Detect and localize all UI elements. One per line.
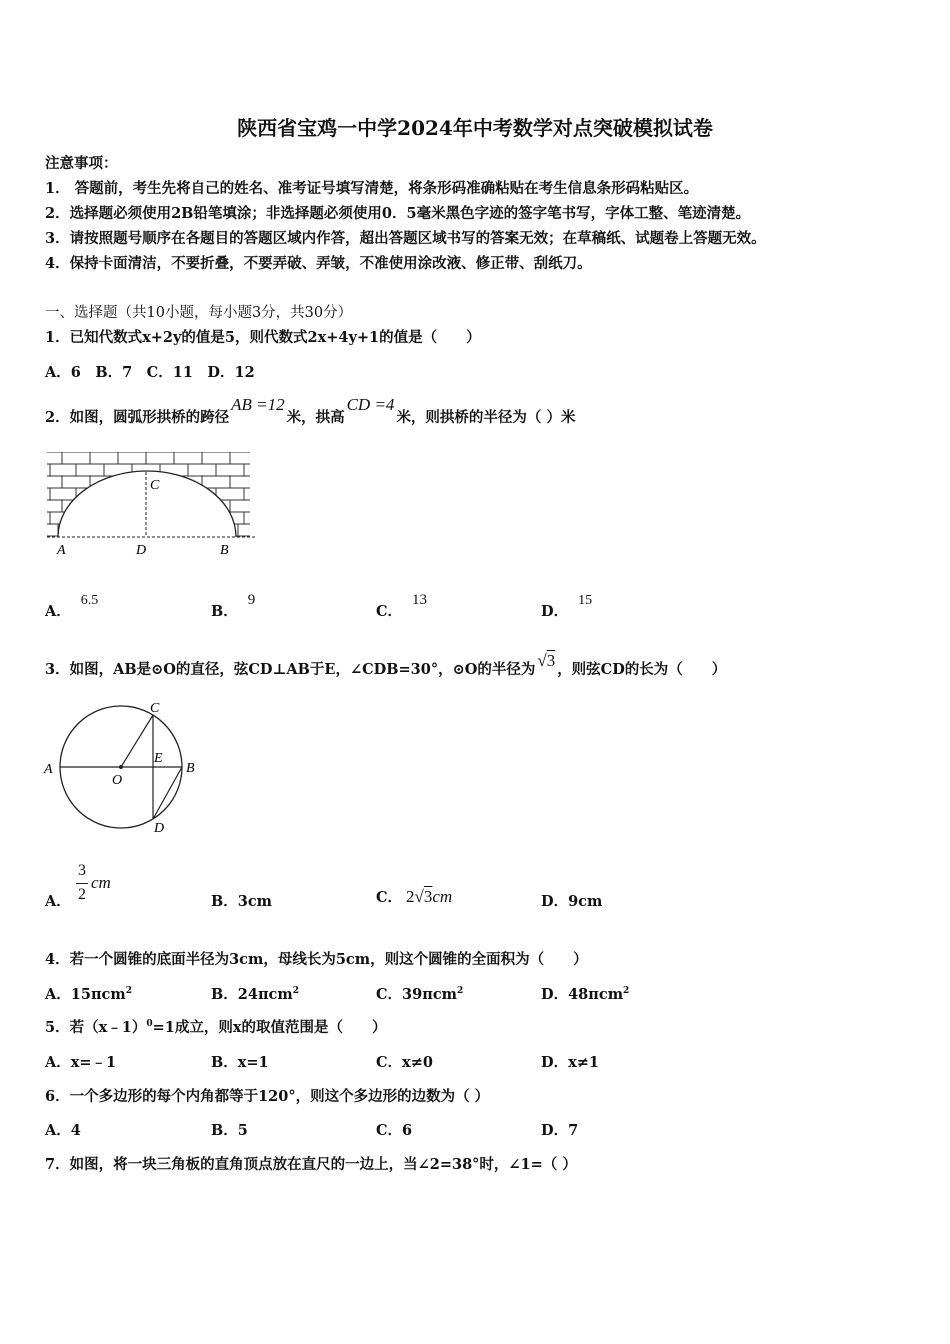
option-value: 3cm — [237, 893, 273, 910]
q6-option-c — [376, 1119, 412, 1140]
section-heading: 一、选择题（共10小题，每小题3分，共30分） — [45, 305, 353, 321]
brick-wall — [44, 452, 260, 536]
q3-stem — [45, 651, 727, 679]
option-letter: B． — [211, 893, 238, 910]
label-c: C — [150, 478, 160, 493]
q2-option-c — [376, 588, 428, 620]
option-letter: A． — [45, 1054, 71, 1071]
q6-option-a — [45, 1119, 81, 1140]
option-value: 24πcm — [237, 986, 293, 1003]
q7-stem: 7．如图，将一块三角板的直角顶点放在直尺的一边上，当∠2=38°时，∠1=（ ） — [45, 1156, 577, 1173]
circle-figure — [40, 695, 210, 840]
option-letter: C． — [376, 603, 403, 620]
option-value: 15πcm — [70, 986, 126, 1003]
option-letter: C． — [376, 889, 403, 906]
label-a: A — [57, 543, 66, 558]
option-value: 39πcm — [402, 986, 458, 1003]
q3-stem-text: ，则弦CD的长为（ ） — [557, 661, 727, 678]
q3-option-b — [211, 890, 272, 911]
notice-item: 3．请按照题号顺序在各题目的答题区域内作答，超出答题区域书写的答案无效；在草稿纸、试题卷上答题无效。 — [45, 230, 766, 247]
option-letter: C． — [376, 1122, 403, 1139]
option-letter: B． — [211, 1054, 238, 1071]
q3-stem-text: 3．如图，AB是⊙O的直径，弦CD⊥AB于E，∠CDB=30°，⊙O的半径为 — [45, 661, 536, 678]
sqrt-3: √3 — [414, 887, 433, 906]
option-value: 15 — [578, 593, 593, 608]
option-value: 48πcm — [568, 986, 624, 1003]
q5-stem — [45, 1016, 386, 1037]
q2-stem — [45, 395, 576, 427]
q4-option-a — [45, 983, 132, 1004]
option-letter: A． — [45, 603, 71, 620]
center-dot — [119, 765, 123, 769]
radicand: 3 — [546, 651, 556, 670]
q4-stem: 4．若一个圆锥的底面半径为3cm，母线长为5cm，则这个圆锥的全面积为（ ） — [45, 951, 588, 968]
superscript: 2 — [125, 986, 132, 997]
q2-option-d — [541, 588, 593, 620]
option-value: 4 — [70, 1122, 81, 1139]
option-letter: D． — [541, 1122, 569, 1139]
q2-math-ab: AB =12 — [231, 395, 285, 414]
option-value: 9 — [247, 592, 256, 608]
q3-option-d — [541, 890, 602, 911]
q2-option-b — [211, 588, 256, 620]
option-letter: C． — [376, 986, 403, 1003]
option-value: x=1 — [237, 1054, 269, 1071]
notice-heading: 注意事项： — [45, 155, 118, 172]
option-letter: B． — [211, 603, 238, 620]
unit: cm — [432, 887, 453, 906]
option-value: 13 — [412, 592, 428, 608]
superscript: 0 — [146, 1019, 153, 1030]
label-d: D — [136, 543, 147, 558]
option-value: x=﹣1 — [70, 1054, 117, 1071]
option-letter: D． — [541, 1054, 569, 1071]
option-value: x≠0 — [402, 1054, 433, 1071]
option-letter: D． — [541, 893, 569, 910]
q2-option-a — [45, 588, 99, 620]
option-letter: D． — [541, 986, 569, 1003]
label-b: B — [220, 543, 229, 558]
q5-option-b — [211, 1051, 269, 1072]
q3-option-c — [376, 886, 452, 907]
q6-stem: 6．一个多边形的每个内角都等于120°，则这个多边形的边数为（ ） — [45, 1088, 490, 1105]
sqrt-3: √3 — [537, 651, 556, 670]
radius-oc — [121, 715, 153, 767]
q5-stem-text: =1成立，则x的取值范围是（ ） — [152, 1019, 387, 1036]
label-c: C — [150, 701, 160, 716]
q5-option-c — [376, 1051, 433, 1072]
fraction-bar — [76, 883, 88, 884]
q5-stem-text: 5．若（x﹣1） — [45, 1019, 147, 1036]
label-b: B — [186, 761, 195, 776]
option-letter: B． — [211, 1122, 238, 1139]
arch-curve — [58, 471, 236, 537]
q1-stem: 1．已知代数式x+2y的值是5，则代数式2x+4y+1的值是（ ） — [45, 329, 481, 346]
arch-bridge-figure — [44, 448, 260, 560]
option-value: x≠1 — [568, 1054, 599, 1071]
fraction-numerator: 3 — [78, 862, 86, 879]
q2-stem-text: 2．如图，圆弧形拱桥的跨径 — [45, 409, 230, 426]
fraction-denominator: 2 — [78, 886, 86, 903]
label-d: D — [154, 821, 165, 836]
label-e: E — [154, 751, 163, 766]
label-a: A — [44, 762, 53, 777]
option-value: 6 — [402, 1122, 413, 1139]
option-value: 9cm — [568, 893, 603, 910]
option-letter: A． — [45, 986, 71, 1003]
option-value: 5 — [237, 1122, 248, 1139]
q6-option-b — [211, 1119, 248, 1140]
option-value: 7 — [568, 1122, 579, 1139]
page-title: 陕西省宝鸡一中学2024年中考数学对点突破模拟试卷 — [237, 116, 713, 140]
q2-math-cd: CD =4 — [346, 395, 395, 414]
segment-db — [153, 767, 182, 819]
unit: cm — [91, 873, 111, 892]
option-letter: A． — [45, 893, 71, 910]
q2-stem-text: 米，则拱桥的半径为（ ）米 — [396, 409, 576, 426]
option-letter: B． — [211, 986, 238, 1003]
q4-option-c — [376, 983, 463, 1004]
option-letter: C． — [376, 1054, 403, 1071]
notice-item: 1． 答题前，考生先将自己的姓名、准考证号填写清楚，将条形码准确粘贴在考生信息条形码粘贴区。 — [45, 180, 699, 197]
notice-item: 2．选择题必须使用2B铅笔填涂；非选择题必须使用0．5毫米黑色字迹的签字笔书写，字体工整、笔迹清楚。 — [45, 205, 751, 222]
q5-option-a — [45, 1051, 116, 1072]
radicand: 3 — [423, 887, 433, 906]
q4-option-b — [211, 983, 299, 1004]
option-value: 6.5 — [80, 593, 99, 608]
superscript: 2 — [457, 986, 464, 997]
superscript: 2 — [292, 986, 299, 997]
coefficient: 2 — [406, 887, 415, 906]
q2-stem-text: 米，拱高 — [286, 409, 345, 426]
option-letter: D． — [541, 603, 569, 620]
label-o: O — [112, 773, 123, 788]
q6-option-d — [541, 1119, 578, 1140]
option-letter: A． — [45, 1122, 71, 1139]
q5-option-d — [541, 1051, 599, 1072]
q4-option-d — [541, 983, 629, 1004]
superscript: 2 — [623, 986, 630, 997]
q1-options: A．6 B．7 C．11 D．12 — [45, 364, 255, 381]
notice-item: 4．保持卡面清洁，不要折叠，不要弄破、弄皱，不准使用涂改液、修正带、刮纸刀。 — [45, 255, 592, 272]
